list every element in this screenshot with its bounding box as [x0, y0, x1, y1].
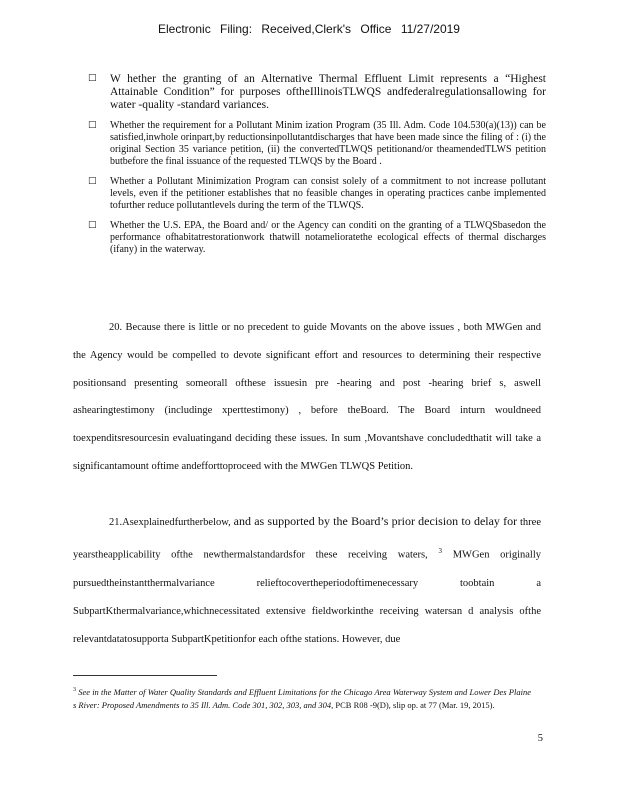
bullet-text: Whether a Pollutant Minimization Program can consist solely of a commitment to not increase pollutant levels, even if the petitioner establishes that no feasible changes in operating practices canbe implemented tofurther reduce pollutantlevels during the term of the TLWQS.	[110, 176, 546, 211]
page-number: 5	[537, 733, 543, 744]
bullet-box-icon: □	[88, 220, 97, 230]
paragraph-21-lead: 21.Asexplainedfurtherbelow,	[109, 517, 231, 528]
bullet-item	[88, 73, 546, 112]
footnote-reference[interactable]: 3	[438, 547, 442, 555]
paragraph-21-emphasis: and as supported by the Board’s prior decision to delay for	[233, 514, 518, 528]
bullet-item	[88, 220, 546, 256]
paragraph-21	[73, 507, 541, 654]
footnote-divider	[73, 675, 217, 676]
paragraph-20-text: 20. Because there is little or no precedent to guide Movants on the above issues , both MWGen and the Agency would be compelled to devote significant effort and resources to determining their respective positionsand presenting someorall ofthese issuesin pre -hearing and post -hearing brief s, aswell ashearingtestimony (includinge xperttestimony) , before theBoard. The Board inturn wouldneed toexpenditsresourcesin evaluatingand deciding these issues. In sum ,Movantshave concludedthatit will take a significantamount oftime andefforttoproceed with the MWGen TLWQS Petition.	[73, 322, 541, 472]
footnote-citation: See in the Matter of Water Quality Standards and Effluent Limitations for the Chicago Area Waterway System and Lower Des Plaine s River: Proposed Amendments to 35 Ill. Adm. Code 301, 302, 303, and 304	[73, 686, 532, 710]
footnote-rest: , PCB R08 -9(D), slip op. at 77 (Mar. 19, 2015).	[331, 699, 495, 710]
issue-bullet-list	[88, 73, 546, 264]
bullet-text: W hether the granting of an Alternative Thermal Effluent Limit represents a “Highest Attainable Condition” for purposes oftheIllinoisTLWQS andfederalregulationsallowing for water -quality -standard variances.	[110, 73, 546, 111]
bullet-box-icon: □	[88, 120, 97, 130]
paragraph-21-before-ref: three yearstheapplicability ofthe newthermalstandardsfor these receiving waters,	[73, 517, 542, 561]
footnote-number: 3	[73, 687, 76, 693]
bullet-item	[88, 120, 546, 168]
paragraph-20	[73, 314, 541, 481]
bullet-item	[88, 176, 546, 212]
bullet-text: Whether the U.S. EPA, the Board and/ or the Agency can conditi on the granting of a TLWQSbasedon the performance ofhabitatrestorationwork thatwill notamelioratethe ecological effects of thermal discharges (ifany) in the waterway.	[110, 220, 546, 255]
electronic-filing-header: Electronic Filing: Received,Clerk's Office 11/27/2019	[158, 22, 460, 36]
bullet-box-icon: □	[88, 73, 97, 83]
bullet-text: Whether the requirement for a Pollutant Minim ization Program (35 Ill. Adm. Code 104.530(a)(13)) can be satisfied,inwhole orinpart,by reductionsinpollutantdischarges that have been made since the filing of : (i) the original Section 35 variance petition, (ii) the convertedTLWQS petitionand/or theamendedTLWS petition butbefore the final issuance of the requested TLWQS by the Board .	[110, 120, 546, 167]
footnote-3	[73, 684, 531, 712]
paragraph-21-after-ref: MWGen originally pursuedtheinstantthermalvariance relieftocovertheperiodoftimenecessary toobtain a SubpartKthermalvariance,whichnecessitated extensive fieldworkinthe receiving watersan d analysis ofthe relevantdatatosupporta SubpartKpetitionfor each ofthe stations. However, due	[73, 549, 541, 645]
bullet-box-icon: □	[88, 176, 97, 186]
